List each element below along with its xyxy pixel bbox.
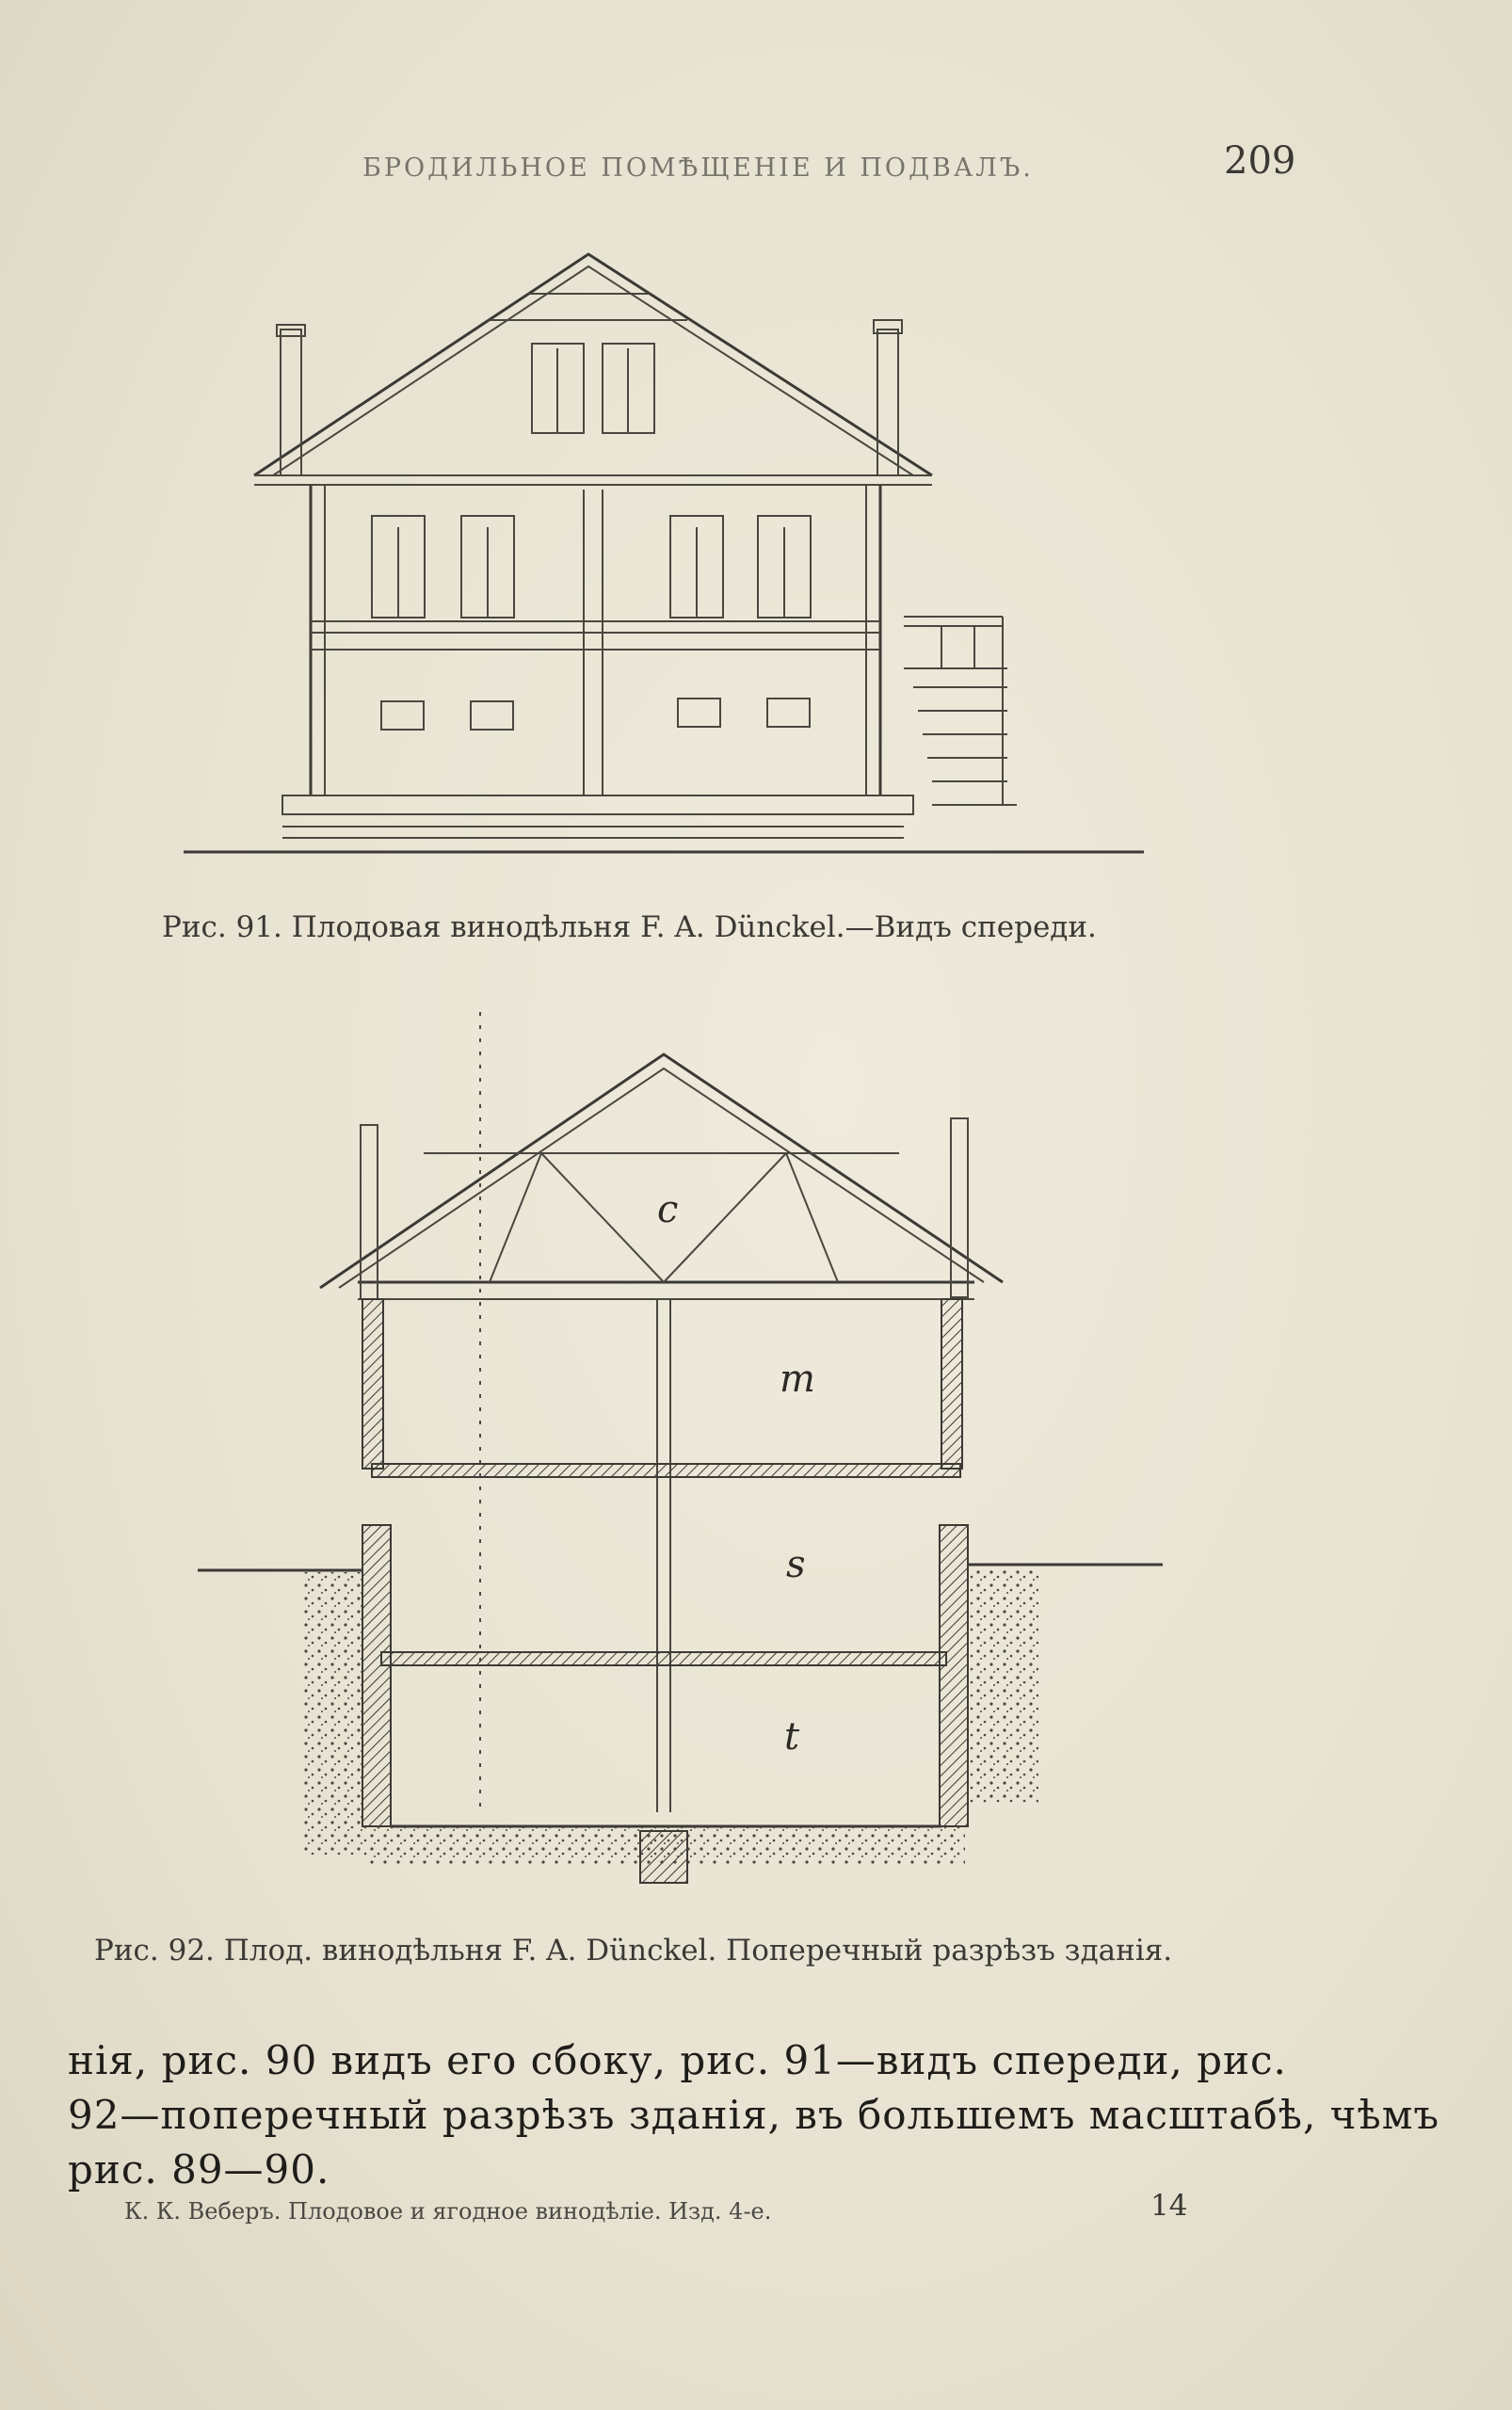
running-header: БРОДИЛЬНОЕ ПОМѢЩЕНІЕ И ПОДВАЛЪ.: [362, 153, 1034, 183]
label-upper-floor-m: m: [780, 1358, 815, 1401]
body-line: рис. 89—90.: [68, 2146, 330, 2193]
sheet-number: 14: [1150, 2189, 1188, 2223]
body-paragraph: [68, 2033, 1440, 2197]
body-line: нія, рис. 90 видъ его сбоку, рис. 91—видъ спереди, рис.: [68, 2037, 1287, 2083]
house-elevation: [184, 254, 1144, 852]
figure-91-caption: Рис. 91. Плодовая винодѣльня F. A. Dünckel.—Видъ спереди.: [162, 910, 1097, 944]
page-number: 209: [1224, 139, 1296, 183]
label-cellar-t: t: [784, 1715, 800, 1759]
label-middle-floor-s: s: [786, 1543, 806, 1586]
figure-92-cross-section: [198, 1012, 1163, 1883]
figure-92-caption: Рис. 92. Плод. винодѣльня F. A. Dünckel. Поперечный разрѣзъ зданія.: [94, 1934, 1173, 1968]
body-line: 92—поперечный разрѣзъ зданія, въ большемъ масштабѣ, чѣмъ: [68, 2092, 1440, 2138]
label-roof-space-c: c: [657, 1188, 679, 1231]
footer-signature: К. К. Веберъ. Плодовое и ягодное винодѣліе. Изд. 4-е.: [124, 2198, 772, 2225]
